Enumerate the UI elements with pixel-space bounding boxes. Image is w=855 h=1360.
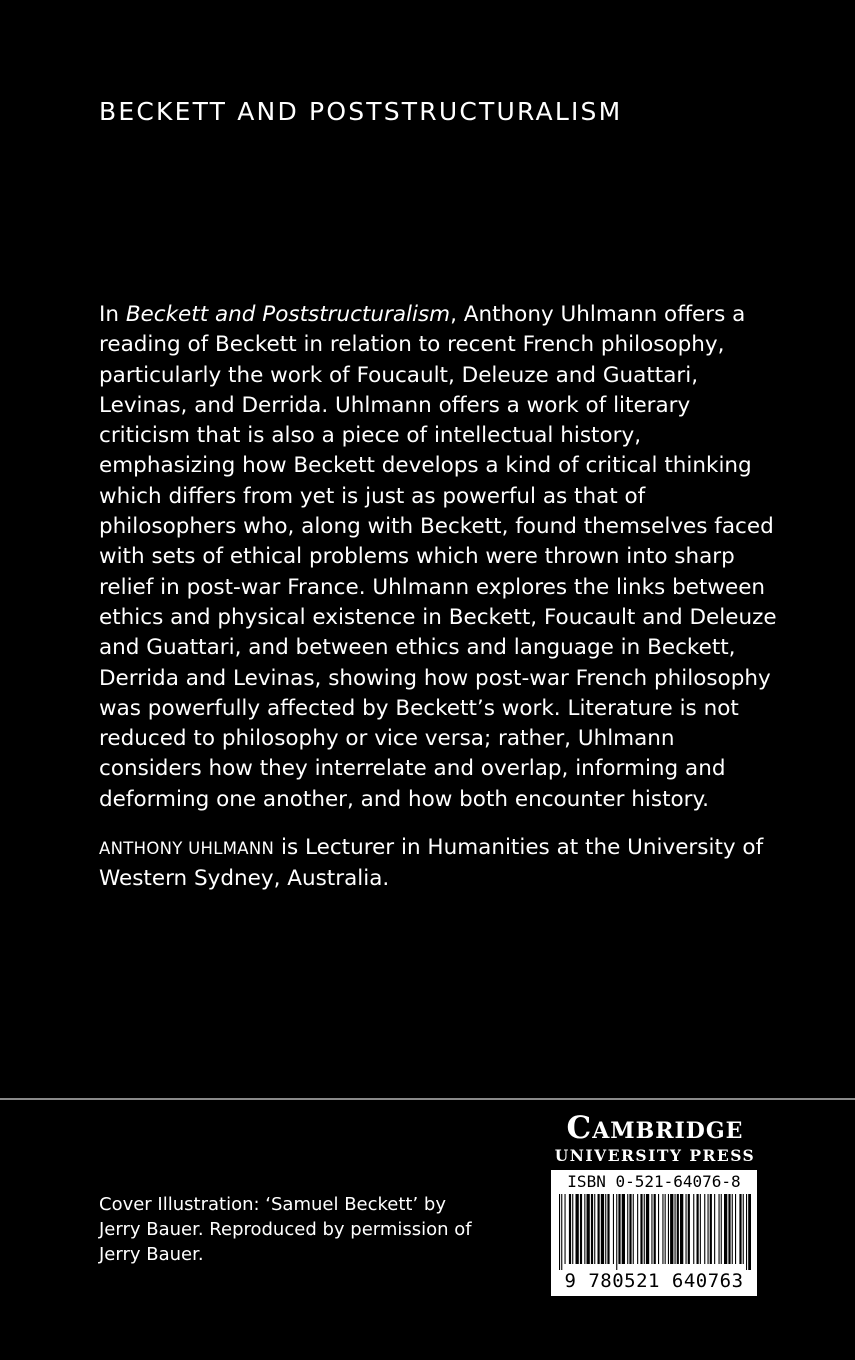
cover-credit: Cover Illustration: ‘Samuel Beckett’ by Jerry Bauer. Reproduced by permission of Jerry Bauer. (99, 1194, 472, 1265)
ean-text: 9 780521 640763 (564, 1270, 744, 1292)
author-bio (99, 833, 779, 895)
publisher-logo (545, 1110, 765, 1166)
barcode-label (551, 1170, 757, 1296)
divider-rule (0, 1098, 855, 1100)
publisher-sub: UNIVERSITY PRESS (554, 1146, 756, 1165)
publisher-name: Cambridge (566, 1110, 744, 1146)
author-name: ANTHONY UHLMANN (99, 839, 275, 859)
blurb-paragraph (99, 300, 779, 815)
author-bio-text: is Lecturer in Humanities at the University of Western Sydney, Australia. (99, 835, 764, 892)
isbn-text: ISBN 0-521-64076-8 (567, 1172, 741, 1191)
blurb-intro: In (99, 302, 126, 327)
barcode-icon (557, 1194, 751, 1270)
blurb-body: , Anthony Uhlmann offers a reading of Beckett in relation to recent French philosophy, particularly the work of Foucault, Deleuze and Guattari, Levinas, and Derrida. Uhlmann offers a work of literary criticism that is also a piece of intellectual history, emphasizing how Beckett develops a kind of critical thinking which differs from yet is just as powerful as that of philosophers who, along with Beckett, found themselves faced with sets of ethical problems which were thrown into sharp relief in post-war France. Uhlmann explores the links between ethics and physical existence in Beckett, Foucault and Deleuze and Guattari, and between ethics and language in Beckett, Derrida and Levinas, showing how post-war French philosophy was powerfully affected by Beckett’s work. Literature is not reduced to philosophy or vice versa; rather, Uhlmann considers how they interrelate and overlap, informing and deforming one another, and how both encounter history. (99, 302, 777, 812)
book-title: BECKETT AND POSTSTRUCTURALISM (99, 97, 623, 126)
blurb-book-title: Beckett and Poststructuralism (125, 302, 451, 327)
blurb (99, 300, 779, 895)
